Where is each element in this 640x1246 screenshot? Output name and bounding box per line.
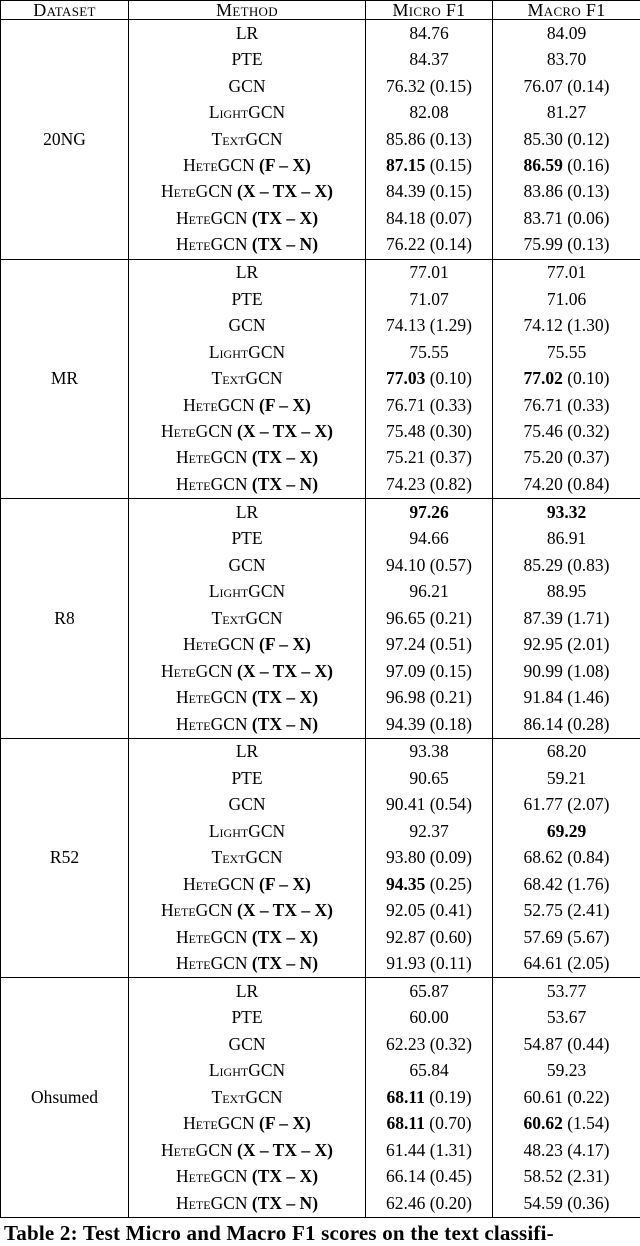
macro-f1-cell: 74.12 (1.30)	[493, 313, 640, 339]
method-cell: GCN	[129, 552, 366, 578]
method-cell: HeteGCN (TX – X)	[129, 205, 366, 231]
micro-f1-cell: 60.00	[366, 1005, 493, 1031]
micro-f1-cell: 92.87 (0.60)	[366, 924, 493, 950]
micro-f1-cell: 84.37	[366, 47, 493, 73]
macro-f1-cell: 83.70	[493, 47, 640, 73]
method-cell: GCN	[129, 73, 366, 99]
micro-f1-cell: 77.03 (0.10)	[366, 366, 493, 392]
method-cell: GCN	[129, 792, 366, 818]
method-cell: HeteGCN (X – TX – X)	[129, 179, 366, 205]
macro-f1-cell: 77.02 (0.10)	[493, 366, 640, 392]
method-cell: LightGCN	[129, 100, 366, 126]
macro-f1-cell: 83.71 (0.06)	[493, 205, 640, 231]
method-cell: HeteGCN (X – TX – X)	[129, 658, 366, 684]
micro-f1-cell: 90.65	[366, 765, 493, 791]
method-cell: PTE	[129, 1005, 366, 1031]
micro-f1-cell: 94.10 (0.57)	[366, 552, 493, 578]
micro-f1-cell: 68.11 (0.19)	[366, 1084, 493, 1110]
table-row	[1, 20, 640, 47]
micro-f1-cell: 82.08	[366, 100, 493, 126]
method-cell: LR	[129, 738, 366, 765]
micro-f1-cell: 91.93 (0.11)	[366, 951, 493, 978]
method-cell: HeteGCN (X – TX – X)	[129, 1137, 366, 1163]
header-macro-f1: Macro F1	[493, 1, 640, 20]
micro-f1-cell: 77.01	[366, 259, 493, 286]
micro-f1-cell: 68.11 (0.70)	[366, 1111, 493, 1137]
macro-f1-cell: 58.52 (2.31)	[493, 1164, 640, 1190]
method-cell: LR	[129, 259, 366, 286]
macro-f1-cell: 74.20 (0.84)	[493, 471, 640, 498]
micro-f1-cell: 75.48 (0.30)	[366, 419, 493, 445]
micro-f1-cell: 96.21	[366, 579, 493, 605]
micro-f1-cell: 93.80 (0.09)	[366, 845, 493, 871]
method-cell: PTE	[129, 765, 366, 791]
macro-f1-cell: 59.23	[493, 1058, 640, 1084]
macro-f1-cell: 92.95 (2.01)	[493, 632, 640, 658]
dataset-cell: R8	[1, 499, 129, 739]
micro-f1-cell: 76.32 (0.15)	[366, 73, 493, 99]
macro-f1-cell: 84.09	[493, 20, 640, 47]
method-cell: TextGCN	[129, 1084, 366, 1110]
macro-f1-cell: 76.71 (0.33)	[493, 392, 640, 418]
macro-f1-cell: 53.67	[493, 1005, 640, 1031]
method-cell: HeteGCN (TX – N)	[129, 711, 366, 738]
method-cell: HeteGCN (TX – N)	[129, 471, 366, 498]
table-header-row	[1, 1, 640, 20]
micro-f1-cell: 74.23 (0.82)	[366, 471, 493, 498]
method-cell: TextGCN	[129, 845, 366, 871]
macro-f1-cell: 85.30 (0.12)	[493, 126, 640, 152]
macro-f1-cell: 86.91	[493, 526, 640, 552]
micro-f1-cell: 84.39 (0.15)	[366, 179, 493, 205]
micro-f1-cell: 94.39 (0.18)	[366, 711, 493, 738]
micro-f1-cell: 94.66	[366, 526, 493, 552]
macro-f1-cell: 83.86 (0.13)	[493, 179, 640, 205]
macro-f1-cell: 52.75 (2.41)	[493, 898, 640, 924]
method-cell: TextGCN	[129, 126, 366, 152]
dataset-cell: R52	[1, 738, 129, 978]
macro-f1-cell: 91.84 (1.46)	[493, 685, 640, 711]
method-cell: HeteGCN (TX – X)	[129, 924, 366, 950]
method-cell: LightGCN	[129, 579, 366, 605]
micro-f1-cell: 74.13 (1.29)	[366, 313, 493, 339]
macro-f1-cell: 69.29	[493, 818, 640, 844]
method-cell: HeteGCN (F – X)	[129, 1111, 366, 1137]
method-cell: GCN	[129, 313, 366, 339]
micro-f1-cell: 96.65 (0.21)	[366, 605, 493, 631]
macro-f1-cell: 75.55	[493, 339, 640, 365]
micro-f1-cell: 66.14 (0.45)	[366, 1164, 493, 1190]
micro-f1-cell: 97.09 (0.15)	[366, 658, 493, 684]
macro-f1-cell: 60.61 (0.22)	[493, 1084, 640, 1110]
micro-f1-cell: 93.38	[366, 738, 493, 765]
micro-f1-cell: 92.05 (0.41)	[366, 898, 493, 924]
header-method: Method	[129, 1, 366, 20]
macro-f1-cell: 68.42 (1.76)	[493, 871, 640, 897]
micro-f1-cell: 65.87	[366, 978, 493, 1005]
micro-f1-cell: 96.98 (0.21)	[366, 685, 493, 711]
macro-f1-cell: 93.32	[493, 499, 640, 526]
macro-f1-cell: 61.77 (2.07)	[493, 792, 640, 818]
macro-f1-cell: 86.14 (0.28)	[493, 711, 640, 738]
macro-f1-cell: 68.20	[493, 738, 640, 765]
table-row	[1, 978, 640, 1005]
method-cell: TextGCN	[129, 605, 366, 631]
macro-f1-cell: 57.69 (5.67)	[493, 924, 640, 950]
micro-f1-cell: 94.35 (0.25)	[366, 871, 493, 897]
method-cell: LR	[129, 20, 366, 47]
macro-f1-cell: 54.59 (0.36)	[493, 1190, 640, 1217]
method-cell: LR	[129, 978, 366, 1005]
macro-f1-cell: 76.07 (0.14)	[493, 73, 640, 99]
method-cell: PTE	[129, 286, 366, 312]
micro-f1-cell: 85.86 (0.13)	[366, 126, 493, 152]
table-caption: Table 2: Test Micro and Macro F1 scores on the text classifi-	[4, 1221, 554, 1245]
dataset-cell: MR	[1, 259, 129, 499]
method-cell: GCN	[129, 1031, 366, 1057]
method-cell: HeteGCN (TX – X)	[129, 445, 366, 471]
method-cell: HeteGCN (TX – N)	[129, 232, 366, 259]
method-cell: HeteGCN (F – X)	[129, 153, 366, 179]
micro-f1-cell: 75.21 (0.37)	[366, 445, 493, 471]
method-cell: LR	[129, 499, 366, 526]
table-row	[1, 738, 640, 765]
method-cell: HeteGCN (F – X)	[129, 392, 366, 418]
macro-f1-cell: 53.77	[493, 978, 640, 1005]
macro-f1-cell: 81.27	[493, 100, 640, 126]
micro-f1-cell: 92.37	[366, 818, 493, 844]
micro-f1-cell: 62.23 (0.32)	[366, 1031, 493, 1057]
macro-f1-cell: 77.01	[493, 259, 640, 286]
method-cell: LightGCN	[129, 818, 366, 844]
table-row	[1, 499, 640, 526]
method-cell: LightGCN	[129, 1058, 366, 1084]
micro-f1-cell: 76.22 (0.14)	[366, 232, 493, 259]
table-body	[1, 20, 640, 1218]
macro-f1-cell: 60.62 (1.54)	[493, 1111, 640, 1137]
macro-f1-cell: 87.39 (1.71)	[493, 605, 640, 631]
dataset-cell: 20NG	[1, 20, 129, 260]
macro-f1-cell: 75.99 (0.13)	[493, 232, 640, 259]
header-micro-f1: Micro F1	[366, 1, 493, 20]
micro-f1-cell: 84.18 (0.07)	[366, 205, 493, 231]
micro-f1-cell: 76.71 (0.33)	[366, 392, 493, 418]
macro-f1-cell: 75.46 (0.32)	[493, 419, 640, 445]
macro-f1-cell: 75.20 (0.37)	[493, 445, 640, 471]
method-cell: HeteGCN (TX – X)	[129, 685, 366, 711]
macro-f1-cell: 68.62 (0.84)	[493, 845, 640, 871]
method-cell: TextGCN	[129, 366, 366, 392]
micro-f1-cell: 90.41 (0.54)	[366, 792, 493, 818]
dataset-cell: Ohsumed	[1, 978, 129, 1218]
method-cell: HeteGCN (F – X)	[129, 871, 366, 897]
macro-f1-cell: 59.21	[493, 765, 640, 791]
macro-f1-cell: 64.61 (2.05)	[493, 951, 640, 978]
macro-f1-cell: 71.06	[493, 286, 640, 312]
macro-f1-cell: 54.87 (0.44)	[493, 1031, 640, 1057]
method-cell: HeteGCN (X – TX – X)	[129, 898, 366, 924]
method-cell: HeteGCN (TX – N)	[129, 951, 366, 978]
macro-f1-cell: 48.23 (4.17)	[493, 1137, 640, 1163]
method-cell: HeteGCN (X – TX – X)	[129, 419, 366, 445]
micro-f1-cell: 87.15 (0.15)	[366, 153, 493, 179]
micro-f1-cell: 97.24 (0.51)	[366, 632, 493, 658]
table-row	[1, 259, 640, 286]
macro-f1-cell: 86.59 (0.16)	[493, 153, 640, 179]
method-cell: LightGCN	[129, 339, 366, 365]
macro-f1-cell: 85.29 (0.83)	[493, 552, 640, 578]
micro-f1-cell: 65.84	[366, 1058, 493, 1084]
method-cell: HeteGCN (TX – N)	[129, 1190, 366, 1217]
micro-f1-cell: 75.55	[366, 339, 493, 365]
micro-f1-cell: 61.44 (1.31)	[366, 1137, 493, 1163]
method-cell: HeteGCN (F – X)	[129, 632, 366, 658]
micro-f1-cell: 84.76	[366, 20, 493, 47]
macro-f1-cell: 88.95	[493, 579, 640, 605]
micro-f1-cell: 71.07	[366, 286, 493, 312]
method-cell: HeteGCN (TX – X)	[129, 1164, 366, 1190]
micro-f1-cell: 62.46 (0.20)	[366, 1190, 493, 1217]
header-dataset: Dataset	[1, 1, 129, 20]
method-cell: PTE	[129, 47, 366, 73]
micro-f1-cell: 97.26	[366, 499, 493, 526]
macro-f1-cell: 90.99 (1.08)	[493, 658, 640, 684]
method-cell: PTE	[129, 526, 366, 552]
